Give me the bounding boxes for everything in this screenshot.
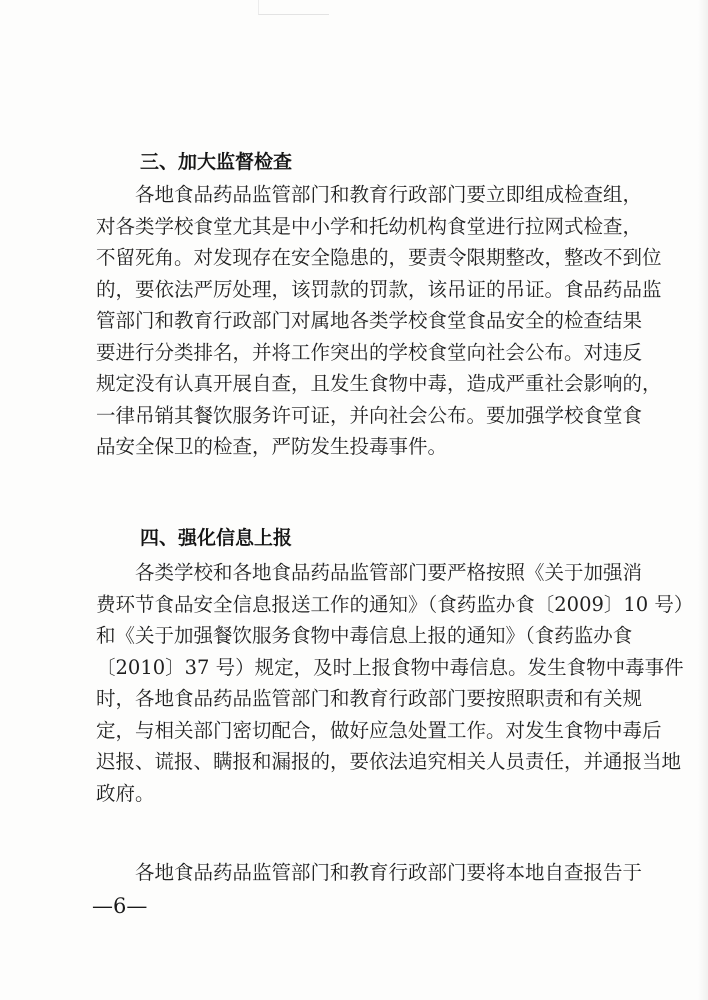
paragraph-line: 时，各地食品药品监管部门和教育行政部门要按照职责和有关规 xyxy=(96,687,643,710)
paragraph-line: 各类学校和各地食品药品监管部门要严格按照《关于加强消 xyxy=(96,561,643,584)
paragraph-line: 和《关于加强餐饮服务食物中毒信息上报的通知》（食药监办食 xyxy=(96,624,633,647)
paragraph-line: 各地食品药品监管部门和教育行政部门要立即组成检查组， xyxy=(96,183,643,206)
paragraph-line: 〔2010〕37 号）规定，及时上报食物中毒信息。发生食物中毒事件 xyxy=(96,655,684,679)
page-number: —6— xyxy=(92,894,148,918)
paragraph-line: 定，与相关部门密切配合，做好应急处置工作。对发生食物中毒后 xyxy=(96,718,662,742)
paragraph-line: 政府。 xyxy=(96,781,155,805)
section-3-body xyxy=(96,179,662,463)
paragraph-line: 管部门和教育行政部门对属地各类学校食堂食品安全的检查结果 xyxy=(96,309,643,332)
paragraph-line: 一律吊销其餐饮服务许可证，并向社会公布。要加强学校食堂食 xyxy=(96,403,643,427)
paragraph-line: 不留死角。对发现存在安全隐患的，要责令限期整改，整改不到位 xyxy=(96,246,662,269)
paragraph-line: 规定没有认真开展自查，且发生食物中毒，造成严重社会影响的， xyxy=(96,372,662,395)
paragraph-line: 迟报、谎报、瞒报和漏报的，要依法追究相关人员责任，并通报当地 xyxy=(96,750,682,773)
paragraph-line: 对各类学校食堂尤其是中小学和托幼机构食堂进行拉网式检查， xyxy=(96,214,643,238)
paragraph-line: 要进行分类排名，并将工作突出的学校食堂向社会公布。对违反 xyxy=(96,340,643,364)
paragraph-line: 费环节食品安全信息报送工作的通知》（食药监办食〔2009〕10 号） xyxy=(96,592,694,616)
closing-paragraph xyxy=(96,857,643,889)
section-4-body xyxy=(96,557,694,809)
paragraph-line: 的，要依法严厉处理，该罚款的罚款，该吊证的吊证。食品药品监 xyxy=(96,277,662,301)
section-4-heading: 四、强化信息上报 xyxy=(140,527,293,549)
page-edge-shadow xyxy=(698,0,708,1000)
section-3-heading: 三、加大监督检查 xyxy=(140,151,293,173)
paragraph-line: 各地食品药品监管部门和教育行政部门要将本地自查报告于 xyxy=(96,861,643,884)
paragraph-line: 品安全保卫的检查，严防发生投毒事件。 xyxy=(96,435,448,458)
scan-artifact xyxy=(258,0,329,15)
